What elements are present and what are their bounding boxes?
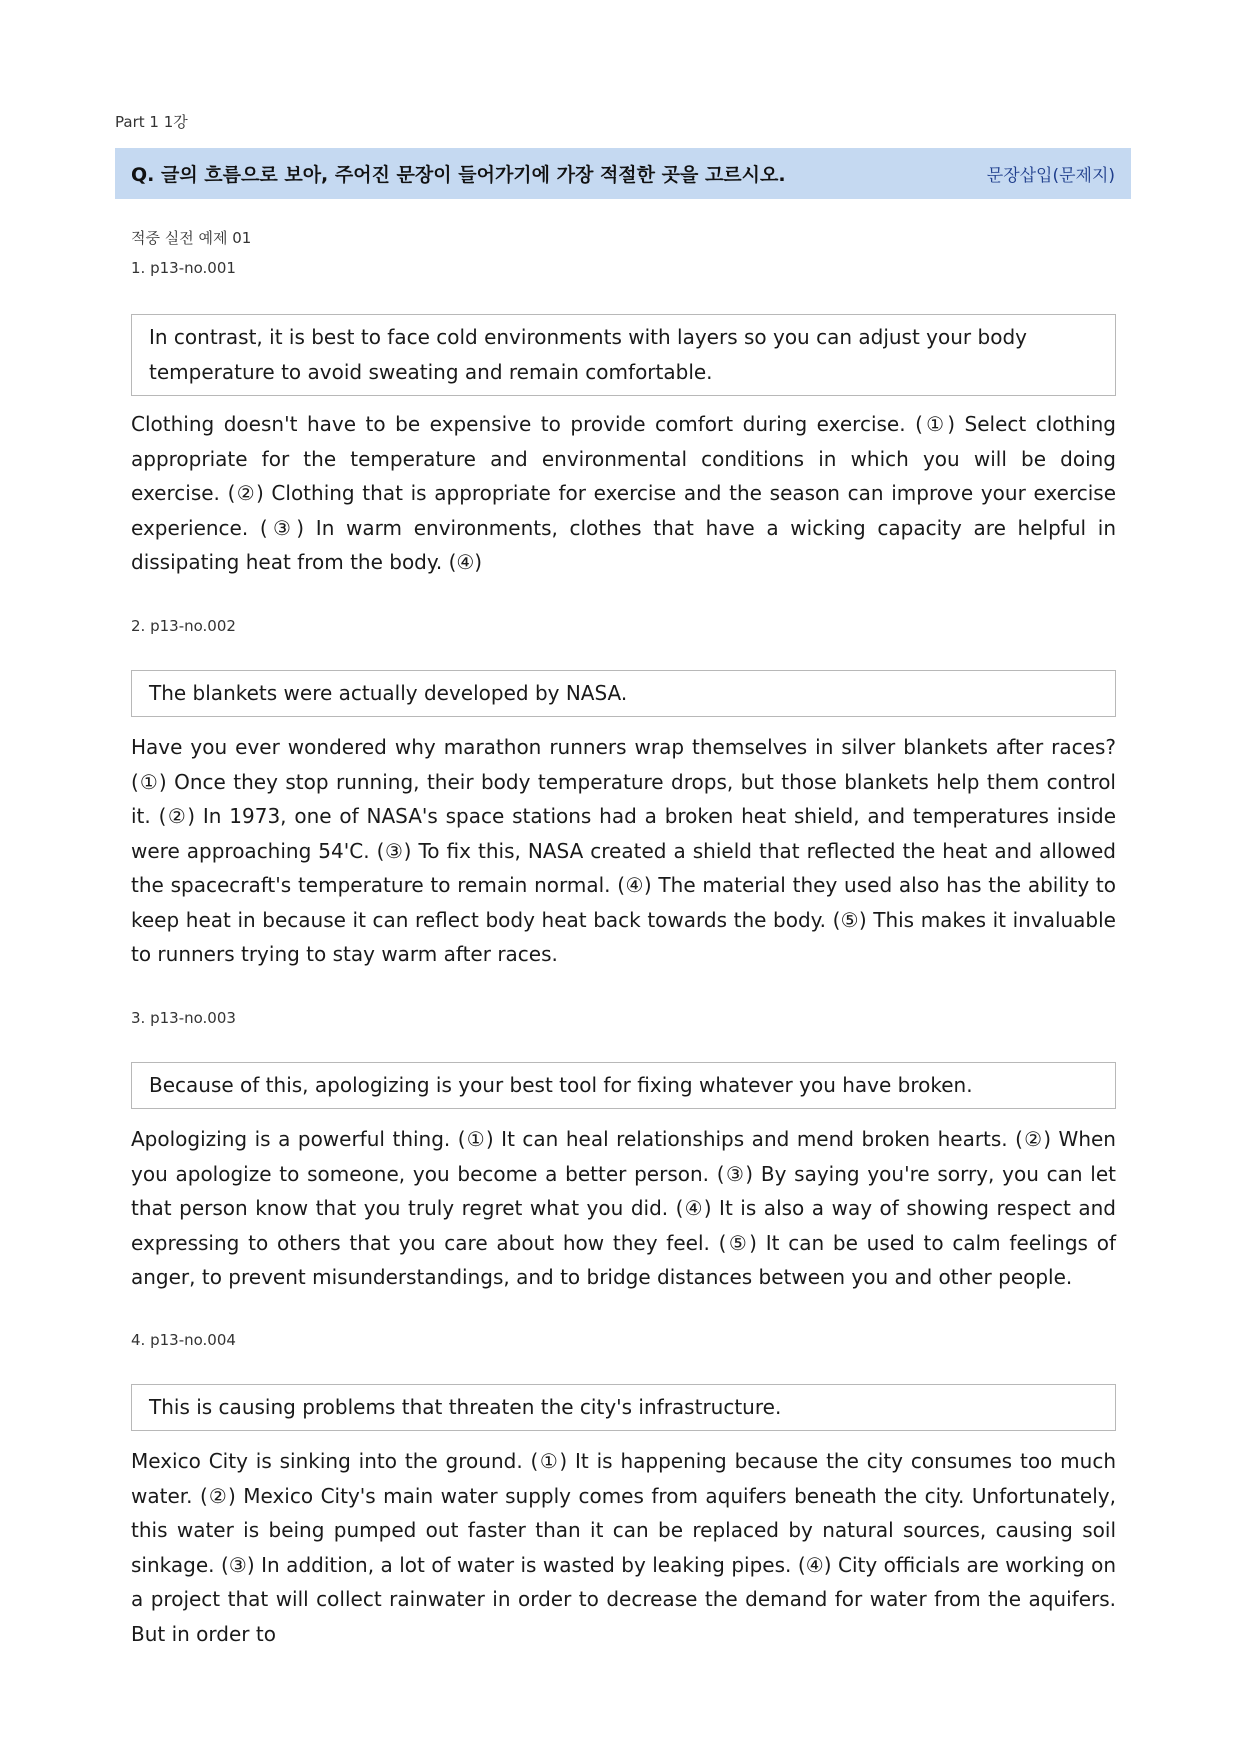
- given-sentence-box: The blankets were actually developed by NASA.: [131, 670, 1116, 717]
- item-label: 3. p13-no.003: [131, 1009, 236, 1027]
- given-sentence-box: This is causing problems that threaten the city's infrastructure.: [131, 1384, 1116, 1431]
- given-sentence-box: In contrast, it is best to face cold environments with layers so you can adjust your body temperature to avoid sweating and remain comfortable.: [131, 314, 1116, 396]
- question-instruction: Q. 글의 흐름으로 보아, 주어진 문장이 들어가기에 가장 적절한 곳을 고르시오.: [131, 164, 786, 186]
- passage-text: Apologizing is a powerful thing. (①) It can heal relationships and mend broken hearts. (②) When you apologize to someone, you become a better person. (③) By saying you're sorry, you can let that person know that you truly regret what you did. (④) It is also a way of showing respect and expressing to others that you care about how they feel. (⑤) It can be used to calm feelings of anger, to prevent misunderstandings, and to bridge distances between you and other people.: [131, 1127, 1116, 1289]
- question-banner: [115, 148, 1131, 199]
- item-label: 4. p13-no.004: [131, 1331, 236, 1349]
- page-part-label: Part 1 1강: [115, 113, 188, 131]
- section-subtitle: 적중 실전 예제 01: [131, 229, 252, 247]
- passage-text: Clothing doesn't have to be expensive to provide comfort during exercise. (①) Select clothing appropriate for the temperature and environmental conditions in which you will be doing exercise. (②) Clothing that is appropriate for exercise and the season can improve your exercise experience. (③) In warm environments, clothes that have a wicking capacity are helpful in dissipating heat from the body. (④): [131, 412, 1116, 574]
- item-label: 1. p13-no.001: [131, 259, 236, 277]
- passage-text: Have you ever wondered why marathon runners wrap themselves in silver blankets after races? (①) Once they stop running, their body temperature drops, but those blankets help them control it. (②) In 1973, one of NASA's space stations had a broken heat shield, and temperatures inside were approaching 54'C. (③) To fix this, NASA created a shield that reflected the heat and allowed the spacecraft's temperature to remain normal. (④) The material they used also has the ability to keep heat in because it can reflect body heat back towards the body. (⑤) This makes it invaluable to runners trying to stay warm after races.: [131, 735, 1116, 966]
- item-label: 2. p13-no.002: [131, 617, 236, 635]
- passage-text: Mexico City is sinking into the ground. (①) It is happening because the city consumes too much water. (②) Mexico City's main water supply comes from aquifers beneath the city. Unfortunately, this water is being pumped out faster than it can be replaced by natural sources, causing soil sinkage. (③) In addition, a lot of water is wasted by leaking pipes. (④) City officials are working on a project that will collect rainwater in order to decrease the demand for water from the aquifers. But in order to: [131, 1449, 1116, 1646]
- question-type-tag: 문장삽입(문제지): [986, 166, 1115, 186]
- given-sentence-box: Because of this, apologizing is your best tool for fixing whatever you have broken.: [131, 1062, 1116, 1109]
